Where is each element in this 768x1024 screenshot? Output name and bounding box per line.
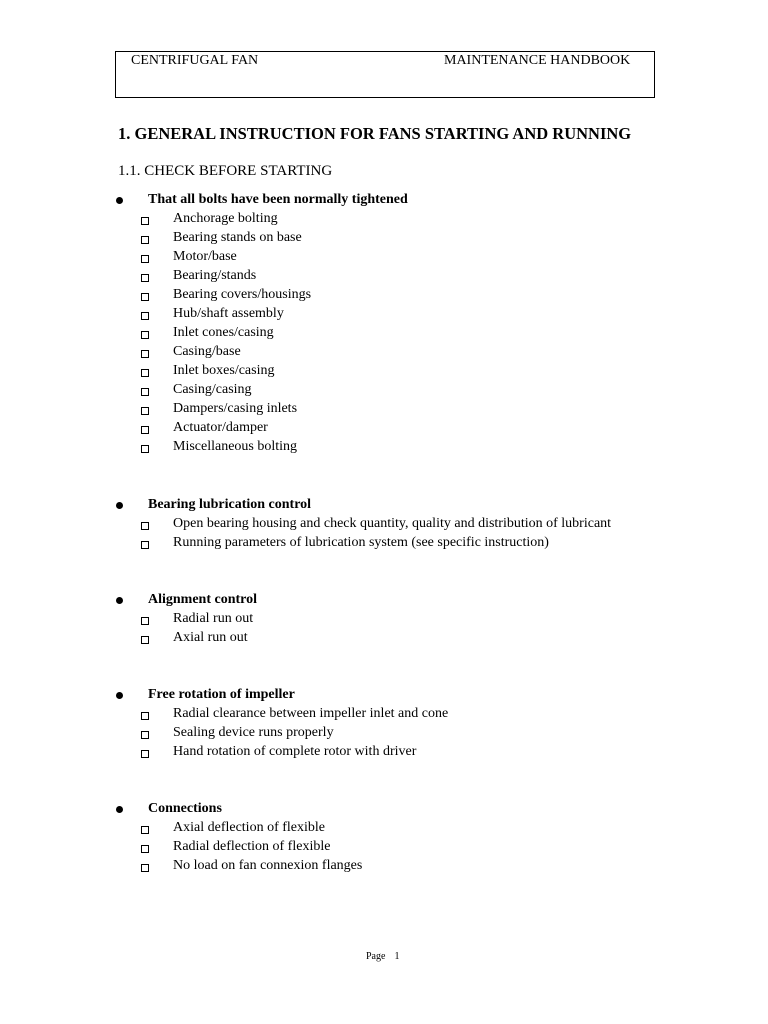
list-item-text: Radial deflection of flexible (173, 839, 331, 854)
list-item-text: No load on fan connexion flanges (173, 858, 363, 873)
list-item-text: Hand rotation of complete rotor with driver (173, 744, 417, 759)
bullet-icon (116, 597, 123, 604)
section-title: Free rotation of impeller (148, 687, 295, 702)
section-title: Alignment control (148, 592, 258, 607)
checkbox-icon (141, 845, 149, 853)
list-item (0, 858, 768, 877)
checkbox-icon (141, 636, 149, 644)
section-title: Connections (148, 801, 222, 816)
list-item (0, 382, 768, 401)
checkbox-icon (141, 369, 149, 377)
list-item (0, 439, 768, 458)
checklist-section (0, 801, 768, 877)
list-item (0, 744, 768, 763)
list-item-text: Running parameters of lubrication system (see specific instruction) (173, 535, 549, 550)
list-item-text: Casing/base (173, 344, 241, 359)
bullet-icon (116, 502, 123, 509)
checkbox-icon (141, 217, 149, 225)
list-item (0, 268, 768, 287)
subsection-heading: 1.1. CHECK BEFORE STARTING (118, 163, 333, 179)
list-item (0, 363, 768, 382)
checkbox-icon (141, 522, 149, 530)
list-item (0, 287, 768, 306)
checkbox-icon (141, 864, 149, 872)
header-product-name: CENTRIFUGAL FAN (131, 53, 259, 68)
checkbox-icon (141, 617, 149, 625)
page-number: 1 (394, 951, 400, 962)
checkbox-icon (141, 236, 149, 244)
list-item (0, 630, 768, 649)
page-header (115, 51, 655, 98)
checkbox-icon (141, 731, 149, 739)
list-item-text: Hub/shaft assembly (173, 306, 284, 321)
checklist-section (0, 192, 768, 458)
list-item-text: Axial run out (173, 630, 248, 645)
checklist-section (0, 687, 768, 763)
checklist-content (0, 192, 768, 877)
list-item-text: Motor/base (173, 249, 237, 264)
list-item-text: Axial deflection of flexible (173, 820, 325, 835)
list-item (0, 611, 768, 630)
checkbox-icon (141, 750, 149, 758)
checkbox-icon (141, 445, 149, 453)
checkbox-icon (141, 407, 149, 415)
checkbox-icon (141, 426, 149, 434)
checklist-section (0, 497, 768, 554)
list-item (0, 249, 768, 268)
list-item-text: Actuator/damper (173, 420, 268, 435)
section-header (0, 497, 768, 516)
list-item (0, 401, 768, 420)
section-title: That all bolts have been normally tightened (148, 192, 408, 207)
list-item (0, 306, 768, 325)
checkbox-icon (141, 255, 149, 263)
section-header (0, 687, 768, 706)
list-item-text: Inlet cones/casing (173, 325, 274, 340)
page-footer (366, 951, 399, 962)
list-item (0, 230, 768, 249)
list-item-text: Anchorage bolting (173, 211, 278, 226)
bullet-icon (116, 806, 123, 813)
list-item-text: Miscellaneous bolting (173, 439, 298, 454)
list-item-text: Radial run out (173, 611, 254, 626)
page-label: Page (366, 951, 386, 962)
checkbox-icon (141, 312, 149, 320)
list-item-text: Radial clearance between impeller inlet and cone (173, 706, 449, 721)
section-header (0, 801, 768, 820)
list-item-text: Bearing covers/housings (173, 287, 312, 302)
list-item (0, 725, 768, 744)
list-item-text: Dampers/casing inlets (173, 401, 298, 416)
list-item (0, 516, 768, 535)
list-item-text: Sealing device runs properly (173, 725, 334, 740)
checkbox-icon (141, 331, 149, 339)
section-header (0, 592, 768, 611)
bullet-icon (116, 692, 123, 699)
list-item (0, 344, 768, 363)
checkbox-icon (141, 826, 149, 834)
checkbox-icon (141, 712, 149, 720)
list-item (0, 839, 768, 858)
section-title: Bearing lubrication control (148, 497, 312, 512)
checkbox-icon (141, 274, 149, 282)
section-heading: 1. GENERAL INSTRUCTION FOR FANS STARTING AND RUNNING (118, 124, 632, 143)
list-item (0, 420, 768, 439)
checklist-section (0, 592, 768, 649)
checkbox-icon (141, 541, 149, 549)
list-item (0, 211, 768, 230)
list-item-text: Casing/casing (173, 382, 252, 397)
list-item-text: Bearing/stands (173, 268, 257, 283)
bullet-icon (116, 197, 123, 204)
list-item (0, 325, 768, 344)
list-item (0, 535, 768, 554)
list-item (0, 706, 768, 725)
list-item-text: Open bearing housing and check quantity, quality and distribution of lubricant (173, 516, 612, 531)
checkbox-icon (141, 388, 149, 396)
section-header (0, 192, 768, 211)
checkbox-icon (141, 293, 149, 301)
list-item-text: Inlet boxes/casing (173, 363, 275, 378)
list-item-text: Bearing stands on base (173, 230, 302, 245)
list-item (0, 820, 768, 839)
header-document-name: MAINTENANCE HANDBOOK (444, 53, 631, 68)
checkbox-icon (141, 350, 149, 358)
